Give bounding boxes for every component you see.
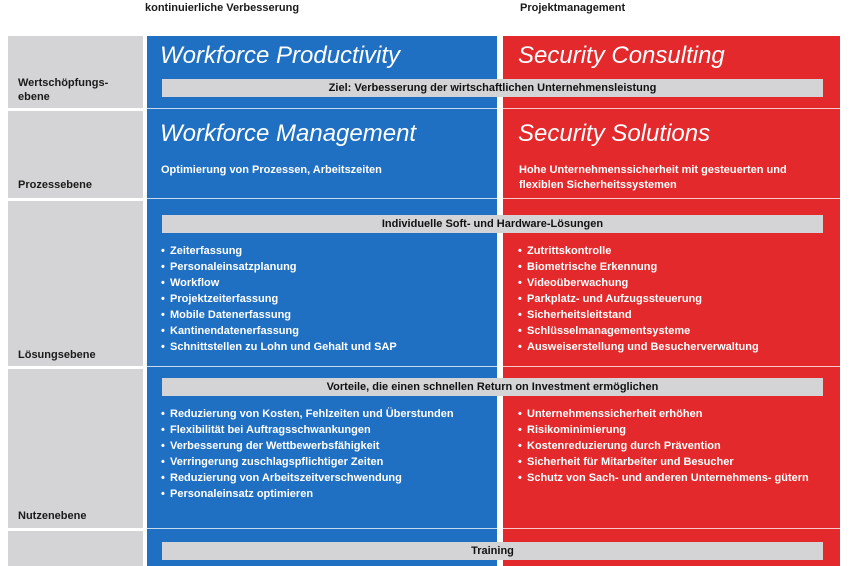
security-consulting-title: Security Consulting [518, 42, 725, 69]
list-item: • Sicherheitsleitstand [518, 307, 759, 323]
level-label-nutzen: Nutzenebene [18, 510, 87, 522]
list-item: • Projektzeiterfassung [161, 291, 397, 307]
training-band: Training [162, 542, 823, 560]
row-divider [147, 198, 497, 199]
top-note-left: kontinuierliche Verbesserung [145, 2, 300, 14]
workforce-management-title: Workforce Management [160, 120, 417, 147]
list-item: • Workflow [161, 275, 397, 291]
security-solutions-list [518, 243, 759, 355]
level-label-column [8, 36, 143, 566]
list-item: • Zeiterfassung [161, 243, 397, 259]
level-separator [8, 198, 143, 201]
solutions-band: Individuelle Soft- und Hardware-Lösungen [162, 215, 823, 233]
list-item: • Zutrittskontrolle [518, 243, 759, 259]
list-item: • Personaleinsatzplanung [161, 259, 397, 275]
benefits-band: Vorteile, die einen schnellen Return on Investment ermöglichen [162, 378, 823, 396]
list-item: • Reduzierung von Kosten, Fehlzeiten und Überstunden [161, 406, 486, 422]
row-divider [503, 198, 840, 199]
level-separator [8, 108, 143, 111]
security-benefits-list [518, 406, 833, 486]
list-item: • Risikominimierung [518, 422, 833, 438]
row-divider [147, 108, 497, 109]
list-item: • Parkplatz- und Aufzugssteuerung [518, 291, 759, 307]
row-divider [147, 366, 497, 367]
list-item: • Unternehmenssicherheit erhöhen [518, 406, 833, 422]
list-item: • Flexibilität bei Auftragsschwankungen [161, 422, 486, 438]
row-divider [503, 528, 840, 529]
list-item: • Videoüberwachung [518, 275, 759, 291]
security-solutions-subtitle: Hohe Unternehmenssicherheit mit gesteuerten und flexiblen Sicherheitssystemen [519, 164, 787, 191]
workforce-productivity-title: Workforce Productivity [160, 42, 401, 69]
level-label-loesung: Lösungsebene [18, 349, 96, 361]
level-separator [8, 528, 143, 531]
goal-band: Ziel: Verbesserung der wirtschaftlichen Unternehmensleistung [162, 79, 823, 97]
list-item: • Kostenreduzierung durch Prävention [518, 438, 833, 454]
list-item: • Reduzierung von Arbeitszeitverschwendung [161, 470, 486, 486]
list-item: • Mobile Datenerfassung [161, 307, 397, 323]
list-item: • Sicherheit für Mitarbeiter und Besucher [518, 454, 833, 470]
level-label-prozess: Prozessebene [18, 179, 92, 191]
security-solutions-title: Security Solutions [518, 120, 711, 147]
workforce-solutions-list [161, 243, 397, 355]
workforce-management-subtitle: Optimierung von Prozessen, Arbeitszeiten [161, 164, 382, 176]
row-divider [503, 108, 840, 109]
workforce-benefits-list [161, 406, 486, 502]
list-item: • Schnittstellen zu Lohn und Gehalt und SAP [161, 339, 397, 355]
top-note-right: Projektmanagement [520, 2, 626, 14]
row-divider [503, 366, 840, 367]
list-item: • Ausweiserstellung und Besucherverwaltung [518, 339, 759, 355]
row-divider [147, 528, 497, 529]
list-item: • Schutz von Sach- und anderen Unternehmens- gütern [518, 470, 833, 486]
level-label-wertschoepfung: Wertschöpfungs- ebene [18, 77, 109, 103]
list-item: • Personaleinsatz optimieren [161, 486, 486, 502]
list-item: • Kantinendatenerfassung [161, 323, 397, 339]
list-item: • Schlüsselmanagementsysteme [518, 323, 759, 339]
level-separator [8, 366, 143, 369]
list-item: • Biometrische Erkennung [518, 259, 759, 275]
list-item: • Verbesserung der Wettbewerbsfähigkeit [161, 438, 486, 454]
list-item: • Verringerung zuschlagspflichtiger Zeiten [161, 454, 486, 470]
